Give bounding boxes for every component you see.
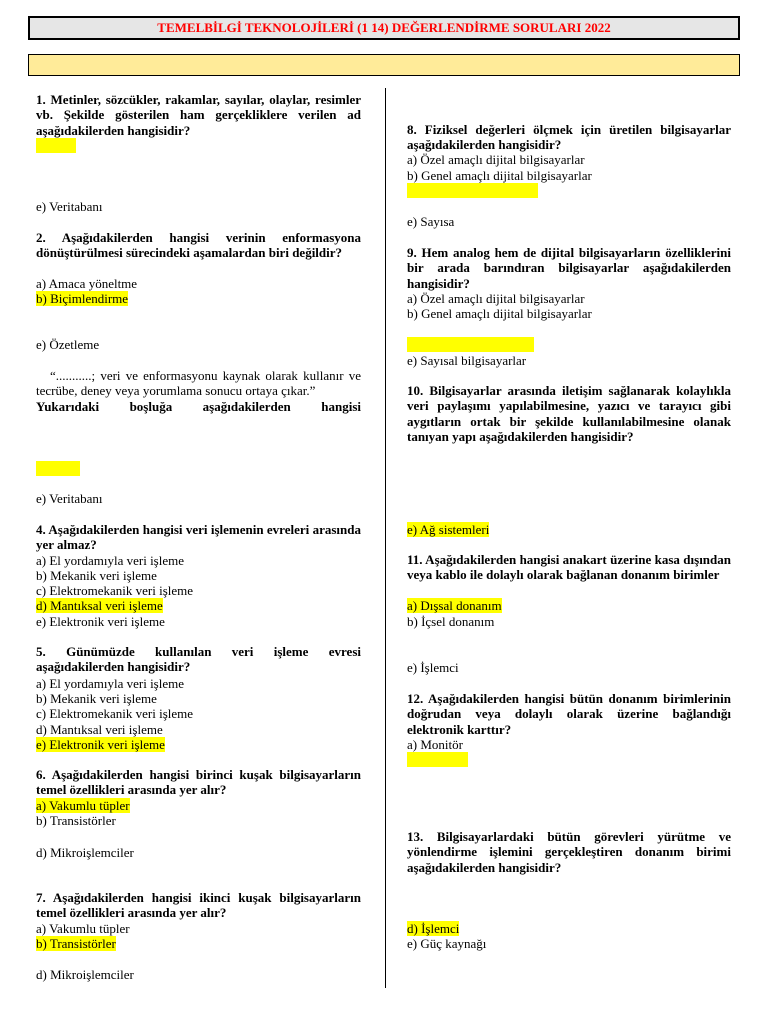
name-field-box <box>28 54 740 76</box>
q13-option-e: e) Güç kaynağı <box>407 936 487 951</box>
q5-option-c: c) Elektromekanik veri işleme <box>36 706 194 721</box>
q1-option-e: e) Veritabanı <box>36 199 103 214</box>
q4-option-b: b) Mekanik veri işleme <box>36 568 157 583</box>
q4-option-c: c) Elektromekanik veri işleme <box>36 583 194 598</box>
question-2: 2. Aşağıdakilerden hangisi verinin enformasyona dönüştürülmesi sürecindeki aşamalardan biri değildir? <box>36 230 361 261</box>
q5-option-a: a) El yordamıyla veri işleme <box>36 676 185 691</box>
q5-option-d: d) Mantıksal veri işleme <box>36 722 163 737</box>
highlight-blank <box>36 138 76 153</box>
q7-option-a: a) Vakumlu tüpler <box>36 921 130 936</box>
q2-option-e: e) Özetleme <box>36 337 100 352</box>
q4-option-a: a) El yordamıyla veri işleme <box>36 553 185 568</box>
question-1: 1. Metinler, sözcükler, rakamlar, sayılar, olaylar, resimler vb. Şekilde gösterilen ham gerçekliklere verilen ad aşağıdakilerden hangisidir? <box>36 92 361 138</box>
q10-option-e: e) Ağ sistemleri <box>407 522 490 537</box>
question-12: 12. Aşağıdakilerden hangisi bütün donanım birimlerinin doğrudan veya dolaylı olarak üzerine bağlandığı elektronik karttır? <box>407 691 731 737</box>
question-5: 5. Günümüzde kullanılan veri işleme evresi aşağıdakilerden hangisidir? <box>36 644 361 675</box>
q8-option-e: e) Sayısa <box>407 214 455 229</box>
question-10: 10. Bilgisayarlar arasında iletişim sağlanarak kolaylıkla veri paylaşımı yapılabilmesine, yazıcı ve tarayıcı gibi aygıtların ortak bir şekilde kullanılabilmesine olanak tanıyan yapı aşağıdakilerden hangisidir? <box>407 383 731 444</box>
question-11: 11. Aşağıdakilerden hangisi anakart üzerine kasa dışından veya kablo ile dolaylı olarak bağlanan donanım birimler <box>407 552 731 583</box>
q2-option-b: b) Biçimlendirme <box>36 291 129 306</box>
q6-option-d: d) Mikroişlemciler <box>36 845 134 860</box>
q7-option-d: d) Mikroişlemciler <box>36 967 134 982</box>
question-9: 9. Hem analog hem de dijital bilgisayarların özelliklerini bir arada barındıran bilgisayarlar aşağıdakilerden hangisidir? <box>407 245 731 291</box>
question-13: 13. Bilgisayarlardaki bütün görevleri yürütme ve yönlendirme işlemini gerçekleştiren donanım birimi aşağıdakilerden hangisidir? <box>407 829 731 875</box>
question-3: Yukarıdaki boşluğa aşağıdakilerden hangisi <box>36 399 361 414</box>
q12-option-a: a) Monitör <box>407 737 463 752</box>
q11-option-e: e) İşlemci <box>407 660 459 675</box>
q9-option-e: e) Sayısal bilgisayarlar <box>407 353 527 368</box>
q5-option-e: e) Elektronik veri işleme <box>36 737 165 752</box>
highlight-blank <box>36 461 80 476</box>
question-6: 6. Aşağıdakilerden hangisi birinci kuşak bilgisayarların temel özellikleri arasında yer alır? <box>36 767 361 798</box>
q6-option-b: b) Transistörler <box>36 813 116 828</box>
exam-title: TEMELBİLGİ TEKNOLOJİLERİ (1 14) DEĞERLENDİRME SORULARI 2022 <box>28 16 740 40</box>
q8-option-b: b) Genel amaçlı dijital bilgisayarlar <box>407 168 592 183</box>
question-4: 4. Aşağıdakilerden hangisi veri işlemenin evreleri arasında yer almaz? <box>36 522 361 553</box>
q4-option-d: d) Mantıksal veri işleme <box>36 598 163 613</box>
q3-option-e: e) Veritabanı <box>36 491 103 506</box>
q9-option-b: b) Genel amaçlı dijital bilgisayarlar <box>407 306 592 321</box>
q4-option-e: e) Elektronik veri işleme <box>36 614 165 629</box>
q13-option-d: d) İşlemci <box>407 921 460 936</box>
q5-option-b: b) Mekanik veri işleme <box>36 691 157 706</box>
q9-option-a: a) Özel amaçlı dijital bilgisayarlar <box>407 291 585 306</box>
question-7: 7. Aşağıdakilerden hangisi ikinci kuşak bilgisayarların temel özellikleri arasında yer alır? <box>36 890 361 921</box>
q8-option-a: a) Özel amaçlı dijital bilgisayarlar <box>407 152 585 167</box>
highlight-blank <box>407 183 538 198</box>
highlight-blank <box>407 337 534 352</box>
q11-option-b: b) İçsel donanım <box>407 614 495 629</box>
q7-option-b: b) Transistörler <box>36 936 116 951</box>
q11-option-a: a) Dışsal donanım <box>407 598 502 613</box>
q3-quote: “...........; veri ve enformasyonu kaynak olarak kullanır ve tecrübe, deney veya yorumlama sonucu ortaya çıkar.” <box>36 368 361 399</box>
column-divider <box>385 88 386 988</box>
question-8: 8. Fiziksel değerleri ölçmek için üretilen bilgisayarlar aşağıdakilerden hangisidir? <box>407 122 731 153</box>
highlight-blank <box>407 752 468 767</box>
q6-option-a: a) Vakumlu tüpler <box>36 798 130 813</box>
q2-option-a: a) Amaca yöneltme <box>36 276 138 291</box>
